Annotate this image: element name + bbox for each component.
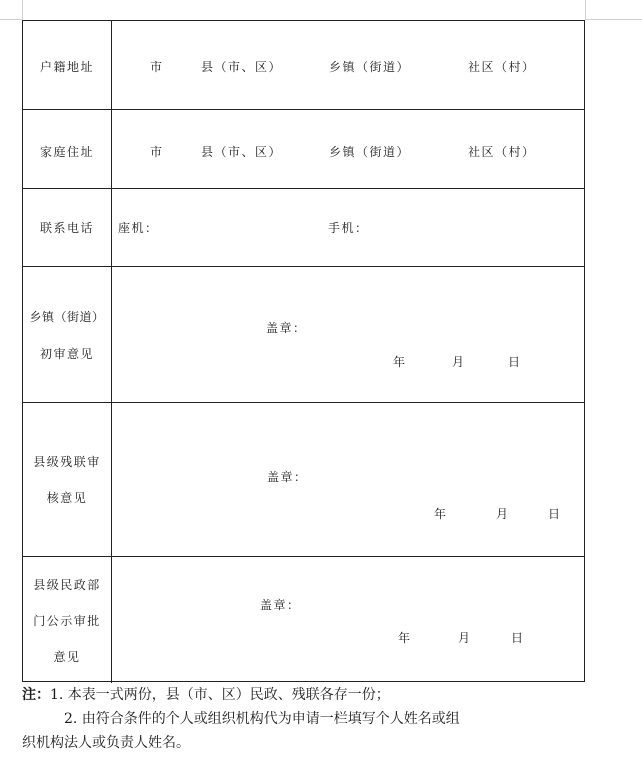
contact-phone-fields[interactable] [112,189,584,266]
row-disability-federation-review [23,403,584,557]
field-city: 市 [150,145,164,159]
label-township-review [23,267,112,402]
township-review-opinion[interactable] [112,267,584,402]
label-line: 乡镇（街道） [29,310,105,324]
field-city: 市 [150,60,164,74]
household-address-fields[interactable] [112,21,584,109]
label-household-address [23,21,112,109]
crop-mark-top-right-h [586,19,642,20]
row-contact-phone [23,189,584,267]
note-item-2-cont: 织机构法人或负责人姓名。 [22,735,190,751]
date-day: 日 [548,507,562,521]
field-community: 社区（村） [468,145,536,159]
label-line: 户籍地址 [39,60,94,74]
label-line: 家庭住址 [39,145,94,159]
crop-mark-top-left-v [22,0,23,20]
label-civil-affairs-approval [23,557,112,683]
row-civil-affairs-approval [23,557,584,683]
label-line: 县级残联审 [33,455,101,469]
disability-federation-opinion[interactable] [112,403,584,556]
label-line: 意见 [53,650,81,664]
label-line: 门公示审批 [33,614,101,628]
field-township: 乡镇（街道） [329,60,411,74]
label-contact-phone [23,189,112,266]
date-month: 月 [496,507,510,521]
date-year: 年 [434,507,448,521]
notes-lead: 注： [22,687,50,703]
label-home-address [23,110,112,188]
field-township: 乡镇（街道） [329,145,411,159]
date-year: 年 [398,631,412,645]
seal-label: 盖章： [267,470,308,484]
date-day: 日 [511,631,525,645]
label-line: 联系电话 [39,221,94,235]
civil-affairs-opinion[interactable] [112,557,584,683]
home-address-fields[interactable] [112,110,584,188]
note-item-1: 1. 本表一式两份，县（市、区）民政、残联各存一份； [50,687,390,703]
field-mobile: 手机： [328,221,369,235]
row-township-review [23,267,584,403]
label-line: 核意见 [46,491,88,505]
label-line: 初审意见 [39,347,94,361]
seal-label: 盖章： [260,598,301,612]
row-home-address [23,110,584,189]
date-month: 月 [452,355,466,369]
date-month: 月 [458,631,472,645]
field-county: 县（市、区） [201,145,283,159]
date-day: 日 [508,355,522,369]
crop-mark-top-right-v [585,0,586,20]
crop-mark-top-left-h [0,19,22,20]
application-form-table [22,20,585,682]
date-year: 年 [393,355,407,369]
field-landline: 座机： [118,221,159,235]
note-line-1 [22,683,390,707]
seal-label: 盖章： [266,321,307,335]
label-disability-federation-review [23,403,112,556]
field-county: 县（市、区） [201,60,283,74]
field-community: 社区（村） [468,60,536,74]
note-item-2: 2. 由符合条件的个人或组织机构代为申请一栏填写个人姓名或组 [64,711,460,727]
row-household-address [23,21,584,110]
label-line: 县级民政部 [33,578,101,592]
